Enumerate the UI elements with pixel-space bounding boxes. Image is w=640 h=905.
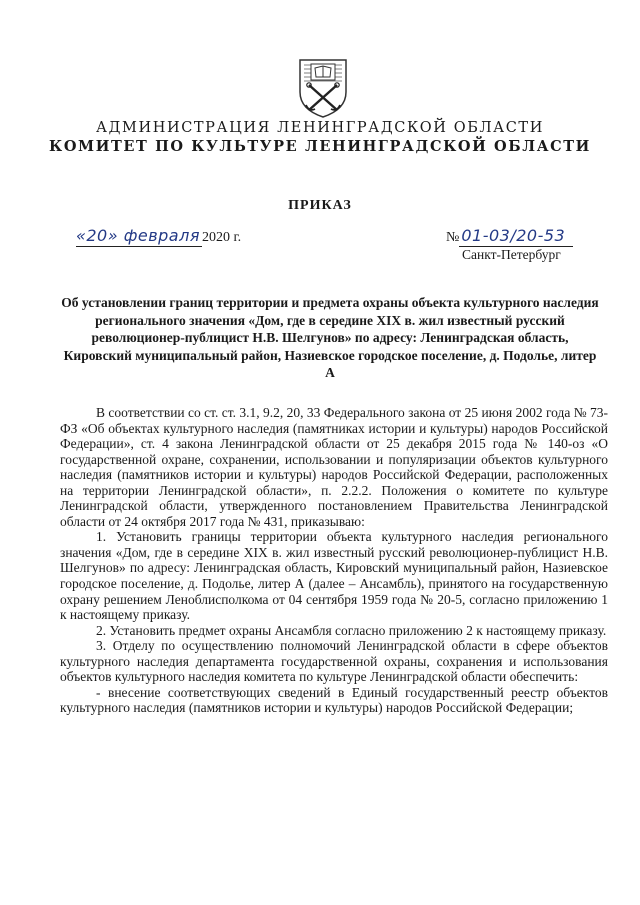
city: Санкт-Петербург [462,247,561,262]
administration-name: АДМИНИСТРАЦИЯ ЛЕНИНГРАДСКОЙ ОБЛАСТИ [96,120,544,136]
number-prefix: № [446,230,460,245]
date-year: 2020 г. [201,230,242,245]
document-body [60,405,608,716]
document-number [446,226,573,247]
paragraph-item-3: 3. Отделу по осуществлению полномочий Ленинградской области в сфере объектов культурного наследия департамента государственной охраны, сохранения и использования объектов культурного наследия комитета по культуре Ленинградской области обеспечить: [60,638,608,685]
document-date [76,226,241,247]
document-type: ПРИКАЗ [288,198,352,213]
paragraph-item-3-sub: - внесение соответствующих сведений в Единый государственный реестр объектов культурного наследия (памятников истории и культуры) народов Российской Федерации; [60,684,608,716]
paragraph-item-2: 2. Установить предмет охраны Ансамбля согласно приложению 2 к настоящему приказу. [96,622,607,638]
number-handwritten: 01-03/20-53 [459,226,573,247]
paragraph-preamble: В соответствии со ст. ст. 3.1, 9.2, 20, 33 Федерального закона от 25 июня 2002 года № 73-ФЗ «Об объектах культурного наследия (памятниках истории и культуры) народов Российской Федерации», ст. 4 закона Ленинградской области от 25 декабря 2015 года № 140-оз «О государственной охране, сохранении, использовании и популяризации объектов культурного наследия (памятников истории и культуры) народов Российской Федерации, расположенных на территории Ленинградской области», п. 2.2.2. Положения о комитете по культуре Ленинградской области, утвержденного постановлением Правительства Ленинградской области от 24 октября 2017 года № 431, приказываю: [60,405,608,529]
coat-of-arms-icon [297,58,349,118]
committee-name: КОМИТЕТ ПО КУЛЬТУРЕ ЛЕНИНГРАДСКОЙ ОБЛАСТИ [49,138,591,155]
document-title: Об установлении границ территории и предмета охраны объекта культурного наследия регионального значения «Дом, где в середине XIX в. жил известный русский революционер-публицист Н.В. Шелгунов» по адресу: Ленинградская область, Кировский муниципальный район, Назиевское городское поселение, д. Подолье, литер А [61,295,599,381]
date-handwritten: «20» февраля [76,226,200,245]
paragraph-item-1: 1. Установить границы территории объекта культурного наследия регионального значения «Дом, где в середине XIX в. жил известный русский революционер-публицист Н.В. Шелгунов» по адресу: Ленинградская область, Кировский муниципальный район, Назиевское городское поселение, д. Подолье, литер А (далее – Ансамбль), принятого на государственную охрану решением Леноблисполкома от 04 сентября 1959 года № 20-5, согласно приложению 1 к настоящему приказу. [60,529,608,623]
